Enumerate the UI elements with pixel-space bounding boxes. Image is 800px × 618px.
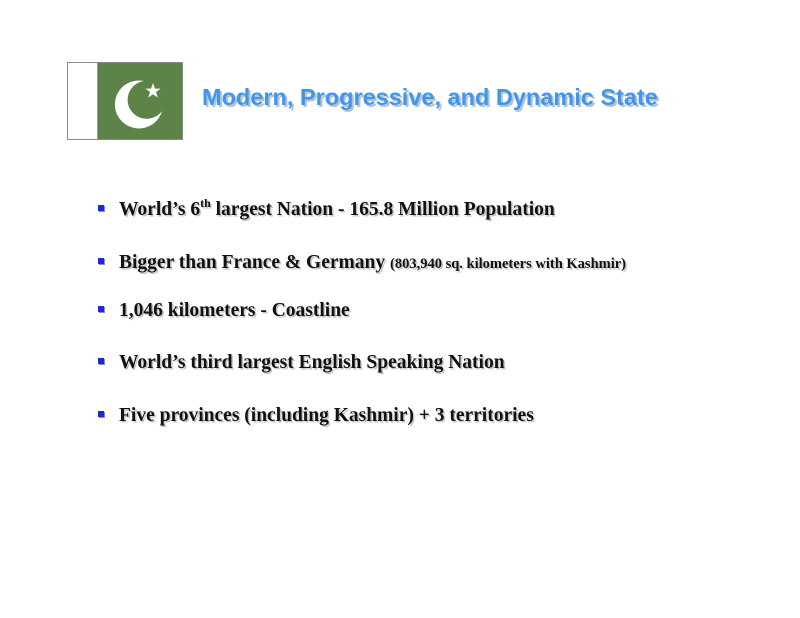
bullet-text xyxy=(119,252,626,274)
bullet-text xyxy=(119,195,555,221)
bullet-text-start: World’s 6 xyxy=(119,199,201,220)
slide-title: Modern, Progressive, and Dynamic State xyxy=(202,84,658,110)
bullet-text-main: Bigger than France & Germany xyxy=(119,252,390,273)
bullet-marker-icon xyxy=(98,306,104,312)
bullet-marker-icon xyxy=(98,205,104,211)
bullet-marker-icon xyxy=(98,411,104,417)
bullet-text: 1,046 kilometers - Coastline xyxy=(119,300,350,321)
bullet-marker-icon xyxy=(98,358,104,364)
bullet-marker-icon xyxy=(98,258,104,264)
ordinal-suffix: th xyxy=(200,195,211,210)
bullet-text-rest: largest Nation - 165.8 Million Population xyxy=(210,199,555,220)
bullet-text: Five provinces (including Kashmir) + 3 territories xyxy=(119,405,534,426)
bullet-text: World’s third largest English Speaking Nation xyxy=(119,352,505,373)
bullet-note: (803,940 sq. kilometers with Kashmir) xyxy=(389,256,626,272)
